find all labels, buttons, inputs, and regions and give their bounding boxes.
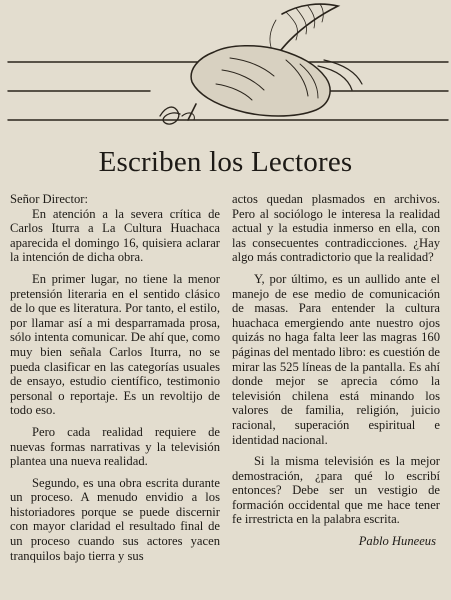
paragraph: actos quedan plasmados en archivos. Pero al sociólogo le interesa la realidad actual y la estudia inmerso en ella, con las consecuentes contradicciones. ¿Hay algo más contradictorio que la realidad? [232, 192, 440, 265]
paragraph: Si la misma televisión es la mejor demostración, ¿para qué lo escribí entonces? Debe ser un vestigio de formación occidental que me hace tener fe irrestricta en la palabra escrita. [232, 454, 440, 527]
paragraph: Segundo, es una obra escrita durante un proceso. A menudo envidio a los historiadores porque se puede discernir con mayor claridad el resultado final de un proceso cuando sus actores yacen tranquilos bajo tierra y sus [10, 475, 220, 563]
paragraph: Pero cada realidad requiere de nuevas formas narrativas y la televisión plantea una nueva realidad. [10, 424, 220, 469]
paragraph: Y, por último, es un aullido ante el manejo de ese medio de comunicación de masas. Para entender la cultura huachaca emergiendo ante nuestro ojos quizás no haga falta leer las magras 160 páginas del mentado libro: es cuestión de mirar las 525 líneas de la pantalla. Es ahí donde mejor se aprecia cómo la televisión chilena está minando los valores de familia, religión, juicio racional, superación espiritual e identidad nacional. [232, 271, 440, 447]
letter-column-right [232, 192, 440, 549]
salutation: Señor Director: [10, 192, 88, 206]
letter-column-left [10, 192, 220, 563]
author-signature: Pablo Huneeus [358, 534, 436, 549]
paragraph: En primer lugar, no tiene la menor pretensión literaria en el sentido clásico de lo que es literatura. Por tanto, el estilo, por llamar así a mi desparramada prosa, sólo intenta comunicar. De ahí que, como muy bien señala Carlos Iturra, no se pueda clasificar en las categorías usuales de ensayo, estudio científico, testimonio personal o reportaje. Es un revoltijo de todo eso. [10, 271, 220, 418]
paragraph: En atención a la severa crítica de Carlos Iturra a La Cultura Huachaca aparecida el domingo 16, quisiera aclarar la intención de dicha obra. [10, 206, 220, 265]
hand-writing-with-quill-illustration [0, 0, 451, 140]
section-title: Escriben los Lectores [98, 146, 353, 178]
